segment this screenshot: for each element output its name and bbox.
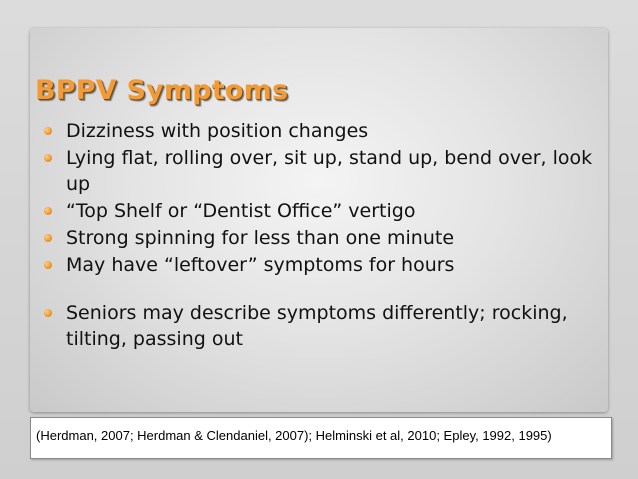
bullet-item	[44, 300, 600, 352]
bullet-text: “Top Shelf or “Dentist Office” vertigo	[66, 200, 416, 222]
bullet-text: Dizziness with position changes	[66, 120, 369, 142]
bullet-text: May have “leftover” symptoms for hours	[66, 254, 455, 276]
bullet-item	[44, 225, 600, 251]
bullet-item	[44, 145, 600, 197]
bullet-dot-icon	[44, 207, 52, 215]
bullet-text: Lying flat, rolling over, sit up, stand up, bend over, look up	[66, 147, 593, 195]
bullet-dot-icon	[44, 154, 52, 162]
bullet-dot-icon	[44, 234, 52, 242]
bullet-text: Seniors may describe symptoms differently; rocking, tilting, passing out	[66, 302, 568, 350]
bullet-list	[44, 118, 600, 353]
bullet-dot-icon	[44, 261, 52, 269]
bullet-dot-icon	[44, 309, 52, 317]
citation-text: (Herdman, 2007; Herdman & Clendaniel, 2007); Helminski et al, 2010; Epley, 1992, 1995)	[36, 428, 552, 443]
bullet-item	[44, 198, 600, 224]
slide-title: BPPV Symptoms	[35, 75, 289, 106]
bullet-item	[44, 118, 600, 144]
bullet-text: Strong spinning for less than one minute	[66, 227, 455, 249]
bullet-item	[44, 252, 600, 278]
bullet-dot-icon	[44, 127, 52, 135]
